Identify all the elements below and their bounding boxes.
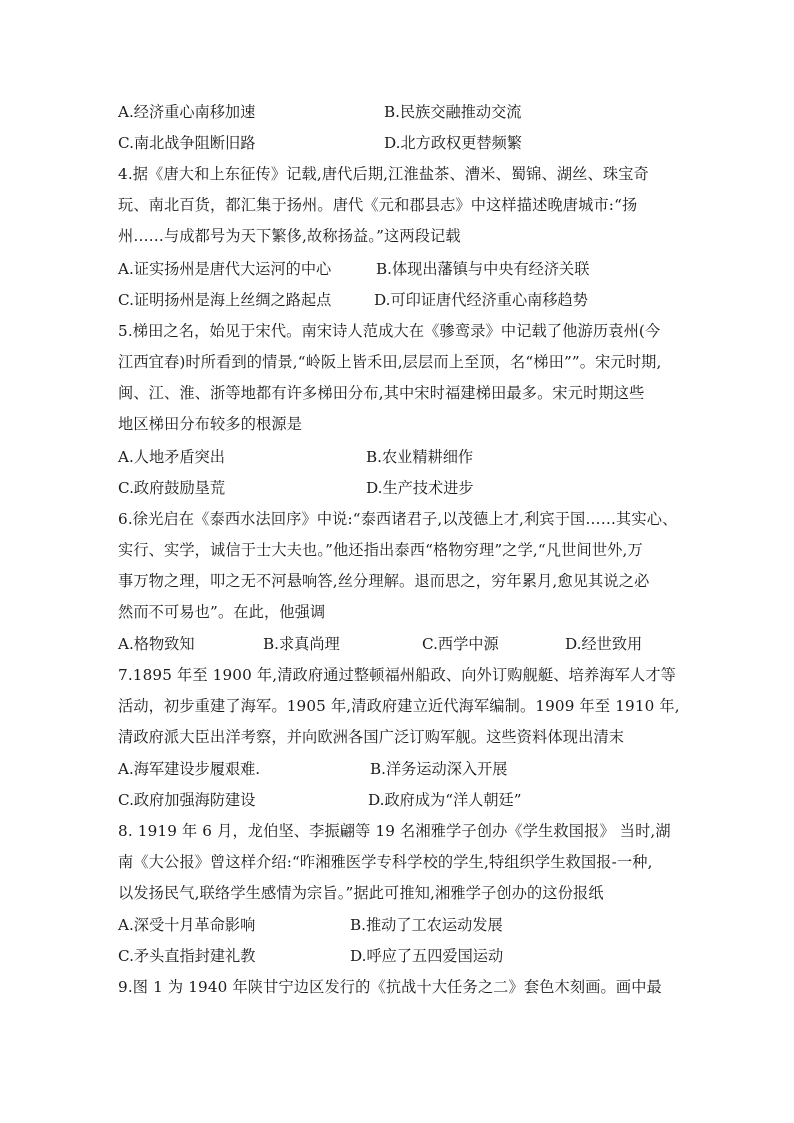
q7-option-b[interactable]: B.洋务运动深入开展 (370, 760, 508, 778)
q7-option-c[interactable]: C.政府加强海防建设 (118, 791, 256, 809)
q4-option-d[interactable]: D.可印证唐代经济重心南移趋势 (374, 291, 588, 309)
q8-option-b[interactable]: B.推动了工农运动发展 (350, 916, 503, 934)
q6-stem-line-2: 实行、实学，诚信于士大夫也。”他还指出泰西“格物穷理”之学,“凡世间世外,万 (118, 541, 643, 559)
q5-stem-line-2: 江西宜春)时所看到的情景,“岭阪上皆禾田,层层而上至顶，名“梯田””。宋元时期, (118, 353, 662, 371)
q6-option-a[interactable]: A.格物致知 (118, 635, 195, 653)
q8-stem-line-3: 以发扬民气,联络学生感情为宗旨。”据此可推知,湘雅学子创办的这份报纸 (118, 884, 604, 902)
q6-option-c[interactable]: C.西学中源 (422, 635, 499, 653)
q4-option-b[interactable]: B.体现出藩镇与中央有经济关联 (376, 260, 590, 278)
q4-option-c[interactable]: C.证明扬州是海上丝绸之路起点 (118, 291, 332, 309)
q7-stem-line-3: 清政府派大臣出洋考察，并向欧洲各国广泛订购军舰。这些资料体现出清末 (118, 728, 625, 746)
q4-stem-line-3: 州……与成都号为天下繁侈,故称扬益。”这两段记载 (118, 227, 461, 245)
q6-option-b[interactable]: B.求真尚理 (263, 635, 340, 653)
q7-option-a[interactable]: A.海军建设步履艰难. (118, 760, 261, 778)
q9-stem-line-1: 9.图 1 为 1940 年陕甘宁边区发行的《抗战十大任务之二》套色木刻画。画中最 (118, 978, 662, 996)
q5-option-c[interactable]: C.政府鼓励垦荒 (118, 479, 226, 497)
q3-option-a[interactable]: A.经济重心南移加速 (118, 103, 256, 121)
q7-stem-line-1: 7.1895 年至 1900 年,清政府通过整顿福州船政、向外订购舰艇、培养海军人才等 (118, 666, 676, 684)
q6-option-d[interactable]: D.经世致用 (565, 635, 643, 653)
q5-stem-line-4: 地区梯田分布较多的根源是 (118, 415, 303, 433)
q8-option-a[interactable]: A.深受十月革命影响 (118, 916, 256, 934)
q4-stem-line-1: 4.据《唐大和上东征传》记载,唐代后期,江淮盐茶、漕米、蜀锦、湖丝、珠宝奇 (118, 165, 649, 183)
q5-option-d[interactable]: D.生产技术进步 (366, 479, 474, 497)
q8-stem-line-1: 8. 1919 年 6 月，龙伯坚、李振翩等 19 名湘雅学子创办《学生救国报》 当时,湖 (118, 822, 671, 840)
q6-stem-line-3: 事万物之理，叩之无不河悬响答,丝分理解。退而思之，穷年累月,愈见其说之必 (118, 572, 650, 590)
q5-option-b[interactable]: B.农业精耕细作 (366, 448, 474, 466)
q7-stem-line-2: 活动，初步重建了海军。1905 年,清政府建立近代海军编制。1909 年至 1910 年, (118, 697, 680, 715)
q8-option-c[interactable]: C.矛头直指封建礼教 (118, 947, 256, 965)
q8-option-d[interactable]: D.呼应了五四爱国运动 (350, 947, 504, 965)
q3-option-d[interactable]: D.北方政权更替频繁 (384, 134, 522, 152)
q4-option-a[interactable]: A.证实扬州是唐代大运河的中心 (118, 260, 332, 278)
q5-stem-line-1: 5.梯田之名，始见于宋代。南宋诗人范成大在《骖鸾录》中记载了他游历袁州(今 (118, 322, 661, 340)
q6-stem-line-1: 6.徐光启在《泰西水法回序》中说:“泰西诸君子,以茂德上才,利宾于国……其实心、 (118, 510, 678, 528)
q5-option-a[interactable]: A.人地矛盾突出 (118, 448, 225, 466)
q3-option-b[interactable]: B.民族交融推动交流 (384, 103, 522, 121)
q5-stem-line-3: 闽、江、淮、浙等地都有许多梯田分布,其中宋时福建梯田最多。宋元时期这些 (118, 384, 645, 402)
q6-stem-line-4: 然而不可易也”。在此，他强调 (118, 603, 326, 621)
q3-option-c[interactable]: C.南北战争阻断旧路 (118, 134, 256, 152)
q4-stem-line-2: 玩、南北百货，都汇集于扬州。唐代《元和郡县志》中这样描述晚唐城市:“扬 (118, 196, 638, 214)
q7-option-d[interactable]: D.政府成为“洋人朝廷” (368, 791, 522, 809)
q8-stem-line-2: 南《大公报》曾这样介绍:“昨湘雅医学专科学校的学生,特组织学生救国报-一种, (118, 853, 653, 871)
